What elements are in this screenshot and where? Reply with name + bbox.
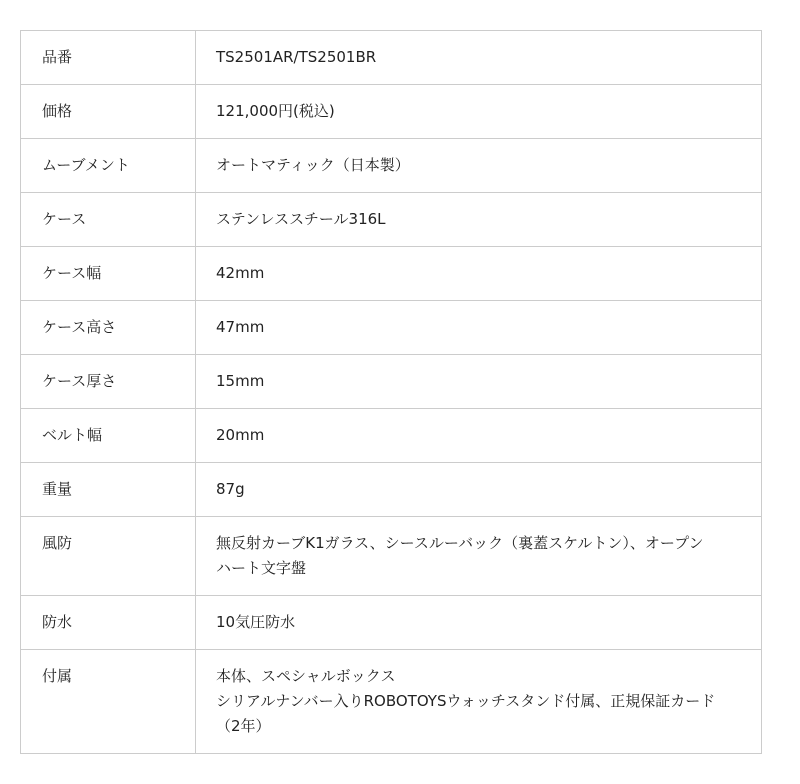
row-value — [196, 355, 762, 409]
row-value — [196, 247, 762, 301]
row-label: ケース幅 — [21, 247, 196, 301]
value-line: ハート文字盤 — [216, 559, 307, 577]
value-line: シリアルナンバー入りROBOTOYSウォッチスタンド付属、正規保証カード — [216, 692, 716, 710]
value-line: TS2501AR/TS2501BR — [216, 48, 377, 66]
row-value — [196, 517, 762, 596]
row-label: ケース — [21, 193, 196, 247]
table-row — [21, 463, 762, 517]
table-row — [21, 301, 762, 355]
row-label: ケース厚さ — [21, 355, 196, 409]
table-row — [21, 139, 762, 193]
value-line: 47mm — [216, 318, 265, 336]
row-value — [196, 650, 762, 754]
value-line: （2年） — [216, 717, 271, 735]
value-line: 20mm — [216, 426, 265, 444]
row-value — [196, 409, 762, 463]
value-line: 87g — [216, 480, 245, 498]
value-line: 本体、スペシャルボックス — [216, 667, 396, 685]
row-label: 重量 — [21, 463, 196, 517]
row-value — [196, 193, 762, 247]
table-row — [21, 650, 762, 754]
table-row — [21, 596, 762, 650]
row-value — [196, 85, 762, 139]
table-row — [21, 193, 762, 247]
row-label: ムーブメント — [21, 139, 196, 193]
value-line: 42mm — [216, 264, 265, 282]
row-label: 価格 — [21, 85, 196, 139]
row-value — [196, 463, 762, 517]
row-label: 風防 — [21, 517, 196, 596]
row-value — [196, 139, 762, 193]
row-value — [196, 31, 762, 85]
value-line: 15mm — [216, 372, 265, 390]
spec-table — [20, 30, 762, 754]
value-line: 10気圧防水 — [216, 613, 296, 631]
row-value — [196, 301, 762, 355]
table-row — [21, 247, 762, 301]
row-label: ケース高さ — [21, 301, 196, 355]
table-row — [21, 355, 762, 409]
table-row — [21, 517, 762, 596]
value-line: ステンレススチール316L — [216, 210, 386, 228]
value-line: 無反射カーブK1ガラス、シースルーバック（裏蓋スケルトン）、オープン — [216, 534, 704, 552]
table-row — [21, 31, 762, 85]
row-label: 付属 — [21, 650, 196, 754]
row-label: 防水 — [21, 596, 196, 650]
row-value — [196, 596, 762, 650]
row-label: 品番 — [21, 31, 196, 85]
table-row — [21, 409, 762, 463]
table-row — [21, 85, 762, 139]
row-label: ベルト幅 — [21, 409, 196, 463]
value-line: 121,000円(税込) — [216, 102, 335, 120]
value-line: オートマティック（日本製） — [216, 156, 410, 174]
